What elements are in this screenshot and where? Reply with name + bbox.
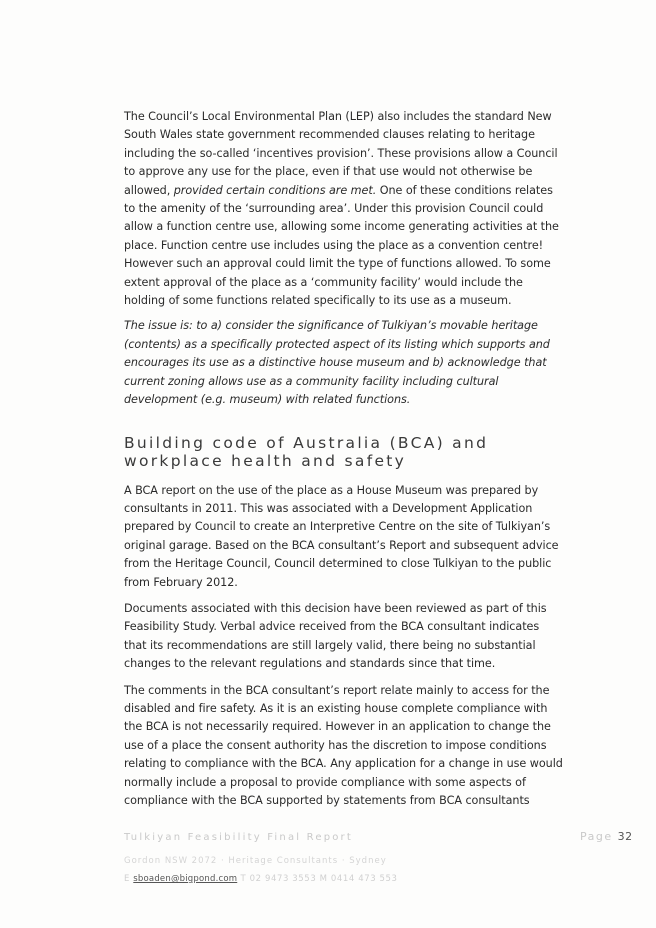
paragraph-documents-reviewed: Documents associated with this decision have been reviewed as part of this Feasibility Study. Verbal advice received from the BCA consultant indicates that its recommendations are still largely valid, there being no substantial changes to the relevant regulations and standards since that time. <box>124 601 547 671</box>
footer-contact <box>124 874 398 884</box>
issue-statement: The issue is: to a) consider the significance of Tulkiyan’s movable heritage (contents) as a specifically protected aspect of its listing which supports and encourages its use as a distinctive house museum and b) acknowledge that current zoning allows use as a community facility including cultural development (e.g. museum) with related functions. <box>124 319 550 407</box>
paragraph-bca-report: A BCA report on the use of the place as a House Museum was prepared by consultants in 2011. This was associated with a Development Application prepared by Council to create an Interpretive Centre on the site of Tulkiyan’s original garage. Based on the BCA consultant’s Report and subsequent advice from the Heritage Council, Council determined to close Tulkiyan to the public from February 2012. <box>124 483 559 589</box>
footer-report-title: Tulkiyan Feasibility Final Report <box>124 832 353 843</box>
footer-email-prefix: E <box>124 874 130 884</box>
paragraph-bca-comments: The comments in the BCA consultant’s report relate mainly to access for the disabled and fire safety. As it is an existing house complete compliance with the BCA is not necessarily required. However in an application to change the use of a place the consent authority has the discretion to impose conditions relating to compliance with the BCA. Any application for a change in use would normally include a proposal to provide compliance with some aspects of compliance with the BCA supported by statements from BCA consultants <box>124 683 563 807</box>
footer-email-link[interactable]: sboaden@bigpond.com <box>133 874 238 884</box>
footer-page-word: Page <box>580 830 613 843</box>
section-heading-bca: Building code of Australia (BCA) and workplace health and safety <box>124 433 489 470</box>
paragraph-lep-text-b: One of these conditions relates to the amenity of the ‘surrounding area’. Under this provision Council could allow a function centre use, allowing some income generating activities at the place. Function centre use includes using the place as a convention centre! However such an approval could limit the type of functions allowed. To some extent approval of the place as a ‘community facility’ would include the holding of some functions related specifically to its use as a museum. <box>124 183 559 308</box>
paragraph-lep-emphasis: provided certain conditions are met. <box>173 183 377 197</box>
paragraph-lep <box>124 108 564 310</box>
footer-address: Gordon NSW 2072 · Heritage Consultants · Sydney <box>124 856 387 866</box>
footer-page-number <box>580 830 633 843</box>
paragraph-lep-text-a: The Council’s Local Environmental Plan (LEP) also includes the standard New South Wales state government recommended clauses relating to heritage including the so-called ‘incentives provision’. These provisions allow a Council to approve any use for the place, even if that use would not otherwise be allowed, <box>124 110 558 197</box>
page-number: 32 <box>617 830 633 843</box>
footer-phone: T 02 9473 3553 M 0414 473 553 <box>240 874 398 884</box>
page-body <box>124 108 564 810</box>
